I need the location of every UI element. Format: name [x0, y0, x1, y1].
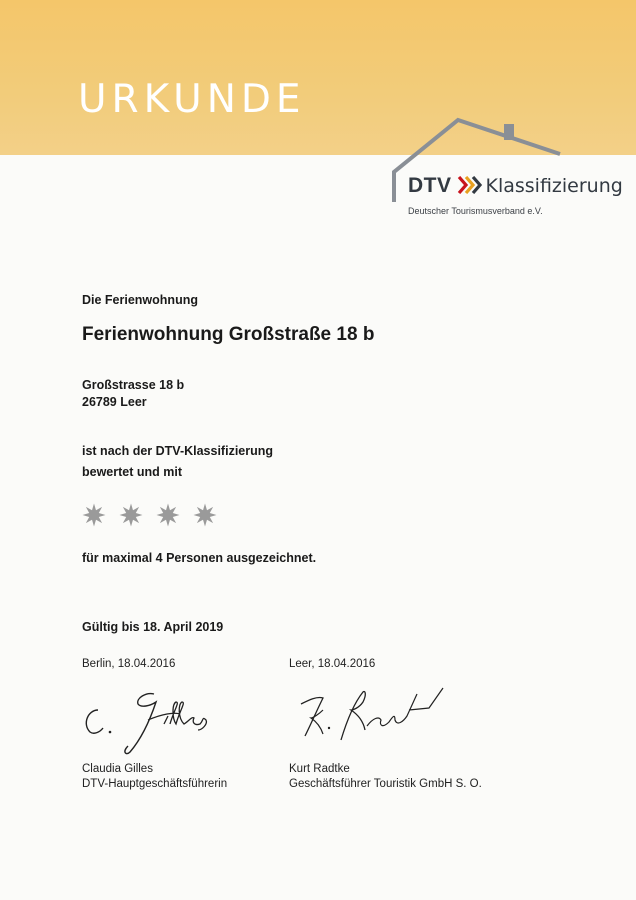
handwritten-signature — [283, 680, 453, 755]
signatory-info — [82, 762, 227, 792]
star-icon — [193, 503, 217, 527]
star-rating — [82, 503, 230, 529]
signatory-info — [289, 762, 482, 792]
logo-name: Klassifizierung — [485, 175, 623, 197]
address-block — [82, 377, 184, 411]
signatory-name: Claudia Gilles — [82, 763, 153, 775]
logo-subtitle: Deutscher Tourismusverband e.V. — [408, 206, 543, 216]
star-icon — [156, 503, 180, 527]
signature-place-date: Leer, 18.04.2016 — [289, 658, 376, 670]
star-icon — [82, 503, 106, 527]
rating-line-2: bewertet und mit — [82, 465, 183, 479]
handwritten-signature — [76, 680, 246, 755]
star-icon — [119, 503, 143, 527]
intro-label: Die Ferienwohnung — [82, 293, 198, 307]
signatory-role: Geschäftsführer Touristik GmbH S. O. — [289, 778, 482, 790]
certificate-title: URKUNDE — [78, 77, 306, 122]
signatory-role: DTV-Hauptgeschäftsführerin — [82, 778, 228, 790]
persons-text: für maximal 4 Personen ausgezeichnet. — [82, 551, 317, 565]
rating-text — [82, 441, 273, 483]
dtv-logo — [408, 173, 623, 199]
address-city: 26789 Leer — [82, 395, 147, 409]
rating-line-1: ist nach der DTV-Klassifizierung — [82, 444, 274, 458]
valid-until: Gültig bis 18. April 2019 — [82, 620, 224, 634]
signature-place-date: Berlin, 18.04.2016 — [82, 658, 176, 670]
logo-brand: DTV — [408, 174, 452, 197]
address-street: Großstrasse 18 b — [82, 378, 185, 392]
property-name: Ferienwohnung Großstraße 18 b — [82, 324, 375, 345]
signatory-name: Kurt Radtke — [289, 763, 350, 775]
double-chevron-icon — [457, 176, 483, 194]
